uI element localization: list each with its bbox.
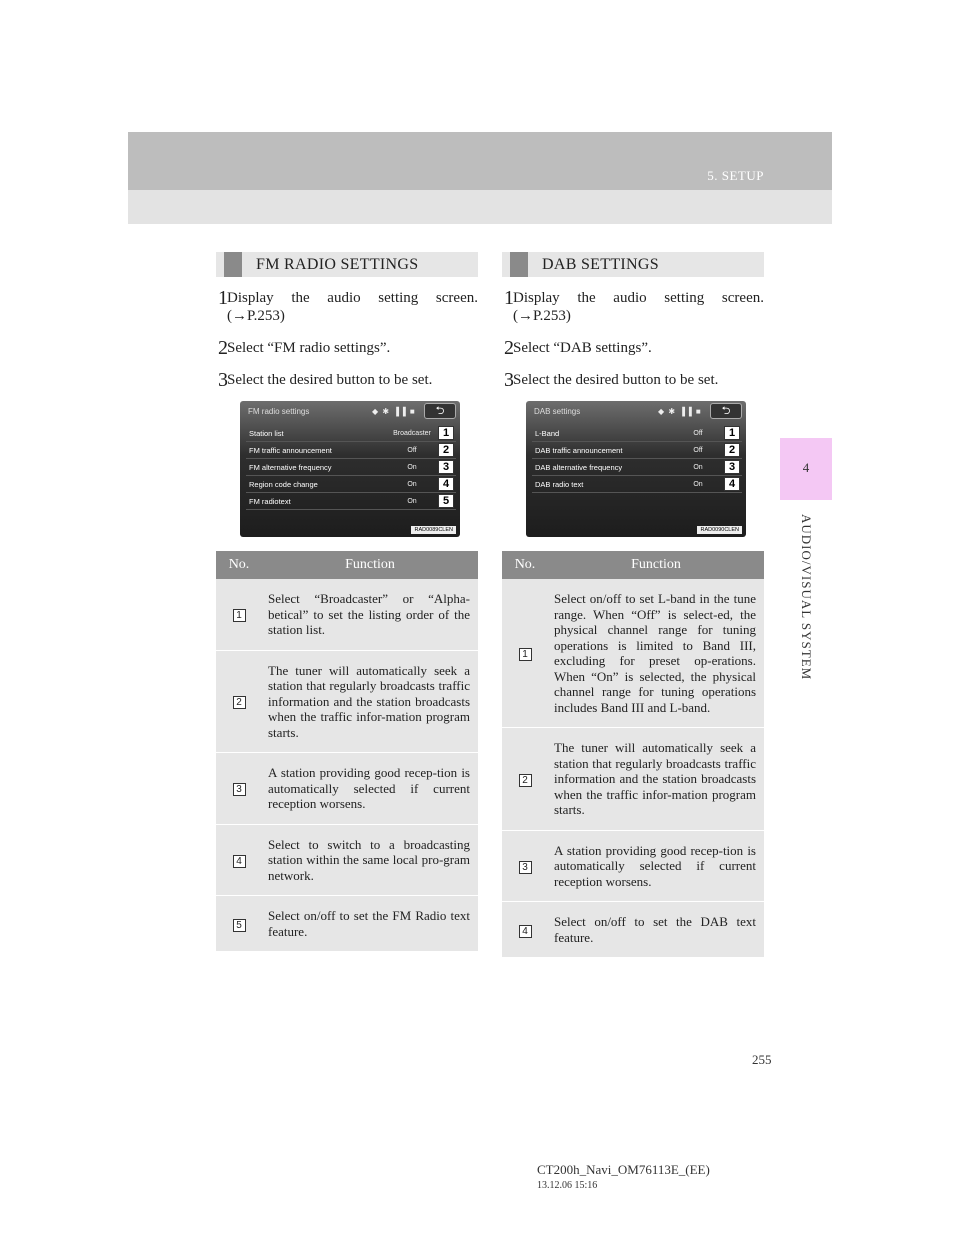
setting-row-l-band[interactable]: L-Band Off 1 <box>532 425 742 442</box>
fm-step-3: 3 Select the desired button to be set. <box>218 369 433 391</box>
dab-section-heading <box>502 252 764 277</box>
page-number: 255 <box>752 1052 772 1067</box>
image-code: RAD0090CLEN <box>697 526 742 534</box>
chapter-tab-label: AUDIO/VISUAL SYSTEM <box>799 514 814 681</box>
header-subband <box>128 190 832 224</box>
callout-badge: 1 <box>724 426 740 440</box>
dab-function-table <box>502 551 764 958</box>
image-code: RAD0089CLEN <box>411 526 456 534</box>
fm-section-heading <box>216 252 478 277</box>
callout-badge: 4 <box>724 477 740 491</box>
table-row <box>502 579 764 728</box>
row-number: 5 <box>233 919 246 932</box>
table-row <box>216 579 478 650</box>
row-function: Select “Broadcaster” or “Alpha-betical” to set the listing order of the station list. <box>262 579 478 650</box>
fm-function-table <box>216 551 478 952</box>
row-function: Select to switch to a broadcasting station within the same local pro-gram network. <box>262 824 478 896</box>
footer-doc-id: CT200h_Navi_OM76113E_(EE) <box>537 1162 710 1177</box>
screen-title: FM radio settings <box>248 407 310 416</box>
table-row <box>502 830 764 902</box>
row-function: Select on/off to set the DAB text feature. <box>548 902 764 958</box>
column-header-function: Function <box>548 551 764 579</box>
row-number: 2 <box>233 696 246 709</box>
row-function: Select on/off to set L-band in the tune range. When “Off” is select-ed, the physical channel range for tuning operations is limited to Band III, excluding for preset op-erations. When “On” is selected, the physical channel range for tuning operations includes Band III and L-band. <box>548 579 764 728</box>
callout-badge: 1 <box>438 426 454 440</box>
row-number: 1 <box>233 609 246 622</box>
setting-row-region-code[interactable]: Region code change On 4 <box>246 476 456 493</box>
setting-row-fm-radiotext[interactable]: FM radiotext On 5 <box>246 493 456 510</box>
status-icons: ◆ ✱ ▐▐ ■ <box>372 407 416 416</box>
chapter-title: 5. SETUP <box>707 168 764 183</box>
callout-badge: 5 <box>438 494 454 508</box>
fm-heading-title: FM RADIO SETTINGS <box>256 255 419 273</box>
dab-step-3: 3 Select the desired button to be set. <box>504 369 719 391</box>
setting-row-station-list[interactable]: Station list Broadcaster 1 <box>246 425 456 442</box>
row-number: 3 <box>233 783 246 796</box>
status-icons: ◆ ✱ ▐▐ ■ <box>658 407 702 416</box>
row-function: The tuner will automatically seek a station that regularly broadcasts traffic information and the station broadcasts when the traffic infor-mation program starts. <box>548 728 764 831</box>
row-number: 4 <box>233 855 246 868</box>
callout-badge: 2 <box>724 443 740 457</box>
callout-badge: 3 <box>724 460 740 474</box>
callout-badge: 3 <box>438 460 454 474</box>
table-row <box>216 896 478 952</box>
fm-step-1: 1 Display the audio setting screen. (→P.253) <box>218 287 478 324</box>
row-number: 3 <box>519 861 532 874</box>
dab-step-1: 1 Display the audio setting screen. (→P.253) <box>504 287 764 324</box>
heading-marker <box>510 252 528 277</box>
row-function: The tuner will automatically seek a station that regularly broadcasts traffic information and the station broadcasts when the traffic infor-mation program starts. <box>262 650 478 753</box>
row-function: Select on/off to set the FM Radio text feature. <box>262 896 478 952</box>
footer-timestamp: 13.12.06 15:16 <box>537 1180 598 1191</box>
row-function: A station providing good recep-tion is automatically selected if current reception worsens. <box>262 753 478 825</box>
setting-row-fm-alt-freq[interactable]: FM alternative frequency On 3 <box>246 459 456 476</box>
setting-row-dab-traffic[interactable]: DAB traffic announcement Off 2 <box>532 442 742 459</box>
table-row <box>502 728 764 831</box>
screen-title: DAB settings <box>534 407 581 416</box>
table-row <box>216 824 478 896</box>
setting-row-fm-traffic[interactable]: FM traffic announcement Off 2 <box>246 442 456 459</box>
row-function: A station providing good recep-tion is automatically selected if current reception worsens. <box>548 830 764 902</box>
column-header-no: No. <box>216 551 262 579</box>
row-number: 1 <box>519 648 532 661</box>
row-number: 2 <box>519 774 532 787</box>
dab-section <box>502 252 764 958</box>
dab-settings-screenshot <box>526 401 746 537</box>
table-row <box>216 650 478 753</box>
column-header-no: No. <box>502 551 548 579</box>
heading-marker <box>224 252 242 277</box>
fm-step-2: 2 Select “FM radio settings”. <box>218 337 391 359</box>
dab-heading-title: DAB SETTINGS <box>542 255 659 273</box>
row-number: 4 <box>519 925 532 938</box>
back-button[interactable]: ⮌ <box>424 403 456 419</box>
fm-section <box>216 252 478 952</box>
back-button[interactable]: ⮌ <box>710 403 742 419</box>
setting-row-dab-radio-text[interactable]: DAB radio text On 4 <box>532 476 742 493</box>
callout-badge: 4 <box>438 477 454 491</box>
table-row <box>216 753 478 825</box>
dab-step-2: 2 Select “DAB settings”. <box>504 337 652 359</box>
setting-row-dab-alt-freq[interactable]: DAB alternative frequency On 3 <box>532 459 742 476</box>
column-header-function: Function <box>262 551 478 579</box>
callout-badge: 2 <box>438 443 454 457</box>
chapter-tab-number: 4 <box>802 460 810 475</box>
fm-settings-screenshot <box>240 401 460 537</box>
table-row <box>502 902 764 958</box>
